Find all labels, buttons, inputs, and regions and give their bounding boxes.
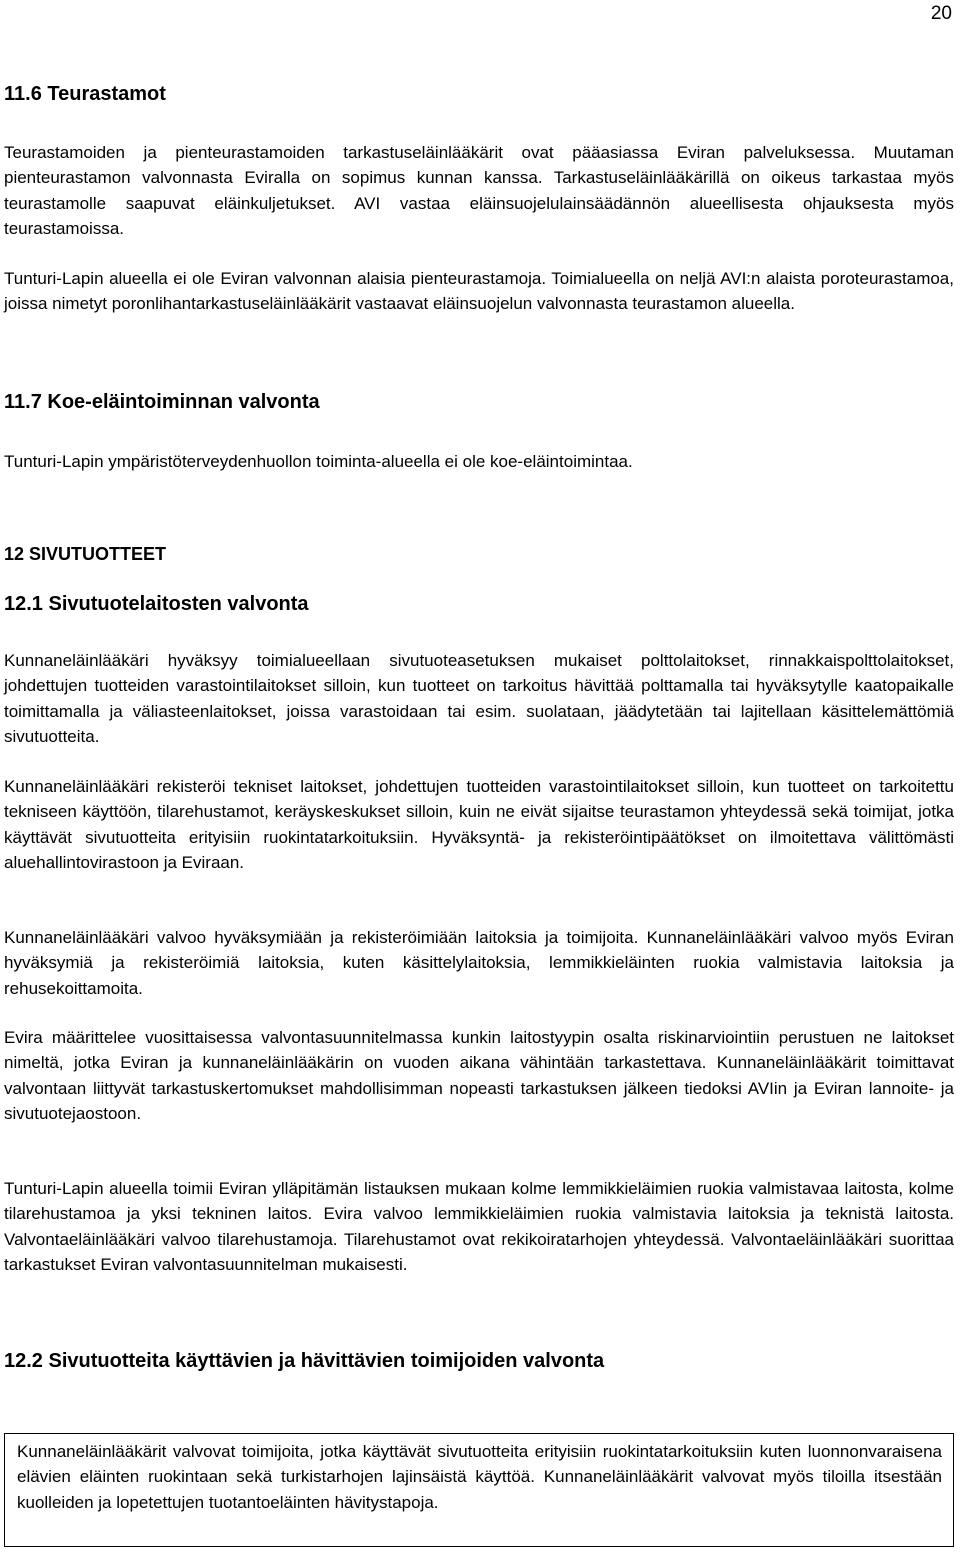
paragraph: Tunturi-Lapin alueella ei ole Eviran valvonnan alaisia pienteurastamoja. Toimialueella on neljä AVI:n alaista poroteurastamoa, joissa nimetyt poronlihantarkastuseläinlääkärit vastaavat eläinsuojelun valvonnasta teurastamon alueella. <box>4 269 954 314</box>
section-12-1-paragraph-4 <box>4 1025 954 1126</box>
section-12-1-paragraph-3 <box>4 925 954 1001</box>
section-heading: 11.6 Teurastamot <box>4 83 166 105</box>
section-12-1-paragraph-2 <box>4 774 954 875</box>
chapter-12-heading <box>4 544 954 565</box>
section-heading: 11.7 Koe-eläintoiminnan valvonta <box>4 391 320 413</box>
paragraph: Kunnaneläinlääkäri hyväksyy toimialueellaan sivutuoteasetuksen mukaiset polttolaitokset, rinnakkaispolttolaitokset, johdettujen tuotteiden varastointilaitokset silloin, kun tuotteet on tarkoitus hävittää polttamalla tai hyväksytylle kaatopaikalle toimittamalla ja väliasteenlaitokset, joissa varastoidaan tai esim. suolataan, jäädytetään tai lajitellaan käsittelemättömiä sivutuotteita. <box>4 651 954 746</box>
section-12-1-heading <box>4 593 954 616</box>
boxed-note <box>4 1433 954 1547</box>
section-heading: 12.2 Sivutuotteita käyttävien ja hävittävien toimijoiden valvonta <box>4 1350 605 1372</box>
page-number: 20 <box>930 3 952 24</box>
section-11-6-heading <box>4 83 954 106</box>
boxed-paragraph: Kunnaneläinlääkärit valvovat toimijoita, jotka käyttävät sivutuotteita erityisiin ruokintatarkoituksiin kuten luonnonvaraisena elävien eläinten ruokintaan sekä turkistarhojen lajinsäistä käyttöä. Kunnaneläinlääkärit valvovat myös tiloilla itsestään kuolleiden ja lopetettujen tuotantoeläinten hävitystapoja. <box>17 1442 942 1512</box>
section-12-2-heading <box>4 1350 954 1373</box>
paragraph: Evira määrittelee vuosittaisessa valvontasuunnitelmassa kunkin laitostyypin osalta riskinarviointiin perustuen ne laitokset nimeltä, jotka Eviran ja kunnaneläinlääkärin on vuoden aikana vähintään tarkastettava. Kunnaneläinlääkärit toimittavat valvontaan liittyvät tarkastuskertomukset mahdollisimman nopeasti tarkastuksen jälkeen tiedoksi AVIin ja Eviran lannoite- ja sivutuotejaostoon. <box>4 1028 954 1123</box>
paragraph: Tunturi-Lapin alueella toimii Eviran ylläpitämän listauksen mukaan kolme lemmikkieläimien ruokia valmistavaa laitosta, kolme tilarehustamoa ja yksi tekninen laitos. Evira valvoo lemmikkieläimien ruokia valmistavia laitoksia ja teknistä laitosta. Valvontaeläinlääkäri valvoo tilarehustamoja. Tilarehustamot ovat rekikoiratarhojen yhteydessä. Valvontaeläinlääkäri suorittaa tarkastukset Eviran valvontasuunnitelman mukaisesti. <box>4 1179 954 1274</box>
paragraph: Kunnaneläinlääkäri rekisteröi tekniset laitokset, johdettujen tuotteiden varastointilaitokset silloin, kun tuotteet on tarkoitettu tekniseen käyttöön, tilarehustamot, keräyskeskukset silloin, kuin ne eivät sijaitse teurastamon yhteydessä sekä toimijat, jotka käyttävät sivutuotteita erityisiin ruokintatarkoituksiin. Hyväksyntä- ja rekisteröintipäätökset on ilmoitettava välittömästi aluehallintovirastoon ja Eviraan. <box>4 777 954 872</box>
section-11-7-heading <box>4 391 954 414</box>
section-12-1-paragraph-5 <box>4 1176 954 1277</box>
section-11-6-paragraph-1 <box>4 140 954 241</box>
section-heading: 12.1 Sivutuotelaitosten valvonta <box>4 593 309 615</box>
paragraph: Tunturi-Lapin ympäristöterveydenhuollon toiminta-alueella ei ole koe-eläintoimintaa. <box>4 452 633 471</box>
chapter-heading: 12 SIVUTUOTTEET <box>4 544 167 564</box>
paragraph: Kunnaneläinlääkäri valvoo hyväksymiään ja rekisteröimiään laitoksia ja toimijoita. Kunnaneläinlääkäri valvoo myös Eviran hyväksymiä ja rekisteröimiä laitoksia, kuten käsittelylaitoksia, lemmikkieläinten ruokia valmistavia laitoksia ja rehusekoittamoita. <box>4 928 954 998</box>
section-11-7-paragraph-1 <box>4 449 954 474</box>
section-11-6-paragraph-2 <box>4 266 954 317</box>
paragraph: Teurastamoiden ja pienteurastamoiden tarkastuseläinlääkärit ovat pääasiassa Eviran palveluksessa. Muutaman pienteurastamon valvonnasta Eviralla on sopimus kunnan kanssa. Tarkastuseläinlääkärillä on oikeus tarkastaa myös teurastamolle saapuvat eläinkuljetukset. AVI vastaa eläinsuojelulainsäädännön alueellisesta ohjauksesta myös teurastamoissa. <box>4 143 954 238</box>
section-12-1-paragraph-1 <box>4 648 954 749</box>
